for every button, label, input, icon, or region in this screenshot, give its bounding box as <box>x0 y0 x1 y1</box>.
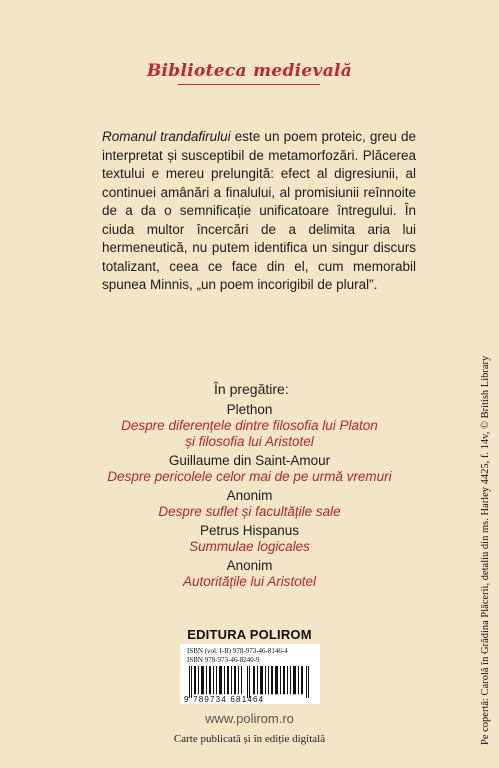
isbn-barcode-box <box>180 644 320 704</box>
blurb-book-title: Romanul trandafirului <box>102 129 231 144</box>
entry-author: Plethon <box>226 402 273 417</box>
entry-title-line: Despre diferențele dintre filosofia lui Platon <box>121 418 378 433</box>
series-title: Biblioteca medievală <box>146 61 353 81</box>
digital-edition-note: Carte publicată și în ediție digitală <box>173 733 326 745</box>
entry-title-line: Autoritățile lui Aristotel <box>182 574 317 589</box>
series-title-underline <box>178 84 320 85</box>
list-item <box>0 402 499 450</box>
publisher-name: EDITURA POLIROM <box>187 627 312 642</box>
entry-title-line: Summulae logicales <box>189 539 310 554</box>
entry-title-line: Despre pericolele celor mai de pe urmă vremuri <box>107 469 392 484</box>
in-preparation-list <box>0 402 499 593</box>
entry-author: Petrus Hispanus <box>199 523 300 538</box>
entry-title-line: Despre suflet și facultățile sale <box>158 504 341 519</box>
list-item <box>0 453 499 485</box>
entry-author: Anonim <box>226 558 273 573</box>
list-item <box>0 488 499 520</box>
in-preparation-heading: În pregătire: <box>214 381 289 397</box>
blurb-paragraph <box>102 128 416 295</box>
barcode-icon <box>187 666 313 698</box>
list-item <box>0 523 499 555</box>
entry-title-line: și filosofia lui Aristotel <box>185 434 314 449</box>
blurb-text: este un poem proteic, greu de interpretat și susceptibil de metamorfozări. Plăcerea textului e mereu prelungită: efect al digresiunii, al continuei amânări a finalului, al promisiunii reînnoite de a da o semnificație unificatoare întregului. În ciuda multor încercări de a delimita aria lui hermeneutică, nu putem identifica un singur discurs totalizant, ceea ce face din el, cum memorabil spunea Minnis, „un poem incorigibil de plural”. <box>102 129 416 292</box>
cover-image-credit: Pe copertă: Carolă în Grădina Plăcerii, detaliu din ms. Harley 4425, f. 14v, © British Library <box>480 355 491 745</box>
entry-author: Anonim <box>226 488 273 503</box>
list-item <box>0 558 499 590</box>
entry-author: Guillaume din Saint-Amour <box>168 453 331 468</box>
publisher-website[interactable]: www.polirom.ro <box>205 711 294 726</box>
isbn-line-2: ISBN 978-973-46-8240-9 <box>187 656 260 664</box>
isbn-line-1: ISBN (vol. I-II) 978-973-46-8146-4 <box>187 647 288 655</box>
barcode-digits: 9 789734 681464 <box>184 695 265 704</box>
